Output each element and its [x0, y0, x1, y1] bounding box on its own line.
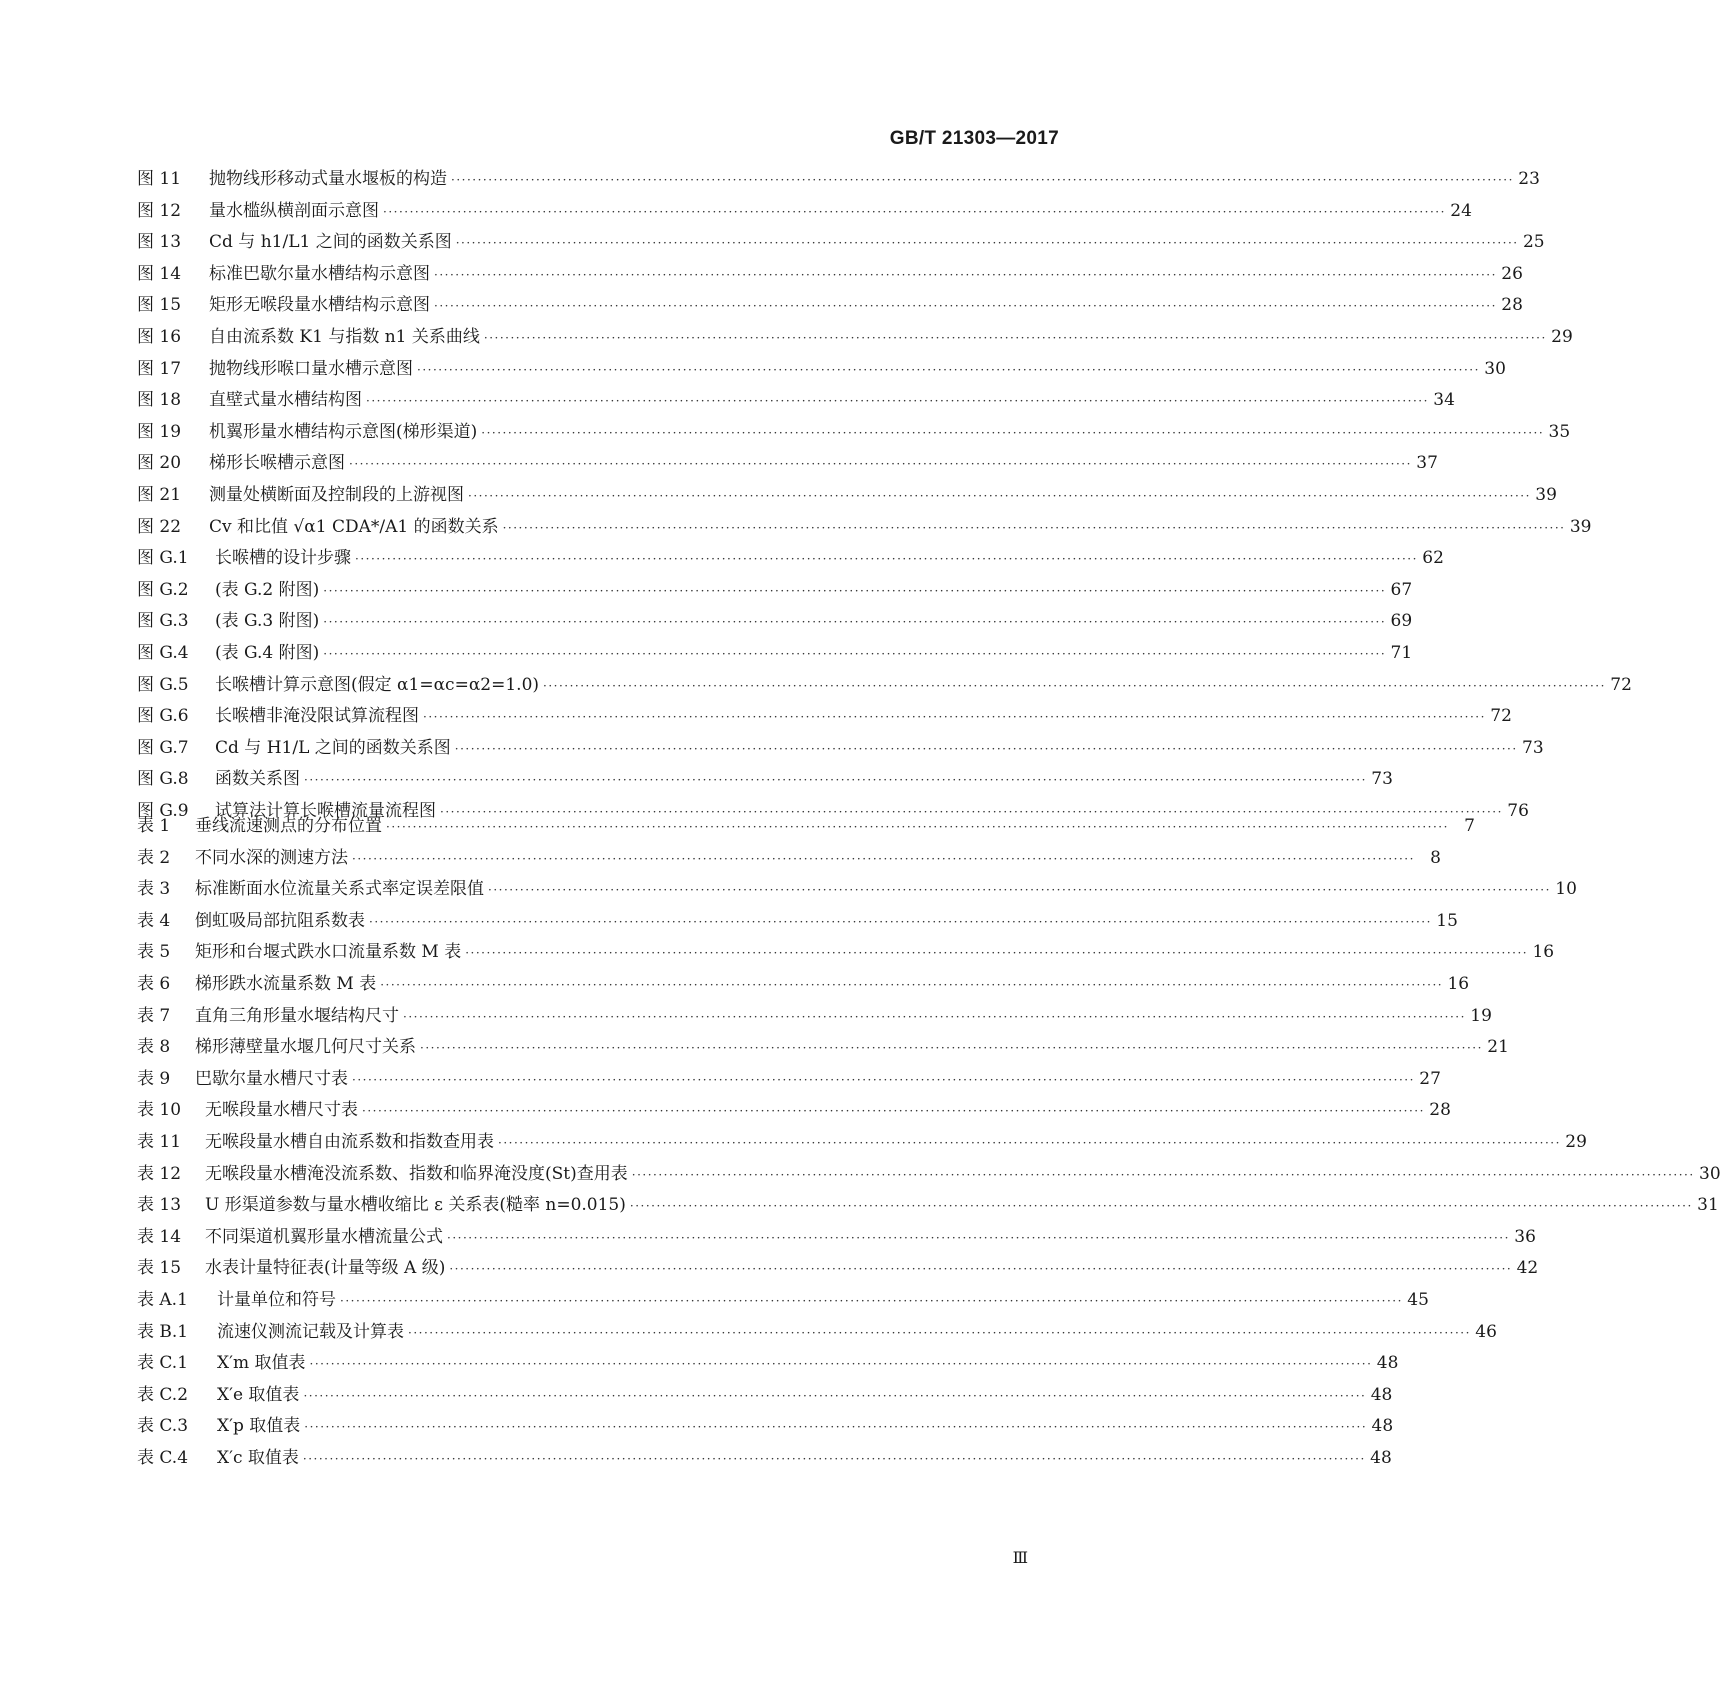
toc-entry-title: 梯形薄壁量水堰几何尺寸关系: [195, 1037, 416, 1058]
toc-entry-code: 表 13: [137, 1195, 182, 1216]
toc-entry-title: 自由流系数 K1 与指数 n1 关系曲线: [209, 326, 480, 347]
toc-entry-code: 图 19: [137, 421, 182, 442]
toc-entry[interactable]: [137, 259, 1523, 291]
toc-entry-code: 图 G.1: [137, 548, 189, 569]
toc-entry-page: 48: [1371, 1416, 1394, 1437]
toc-entry-title: 量水槛纵横剖面示意图: [209, 200, 379, 221]
toc-entry-title: 标准巴歇尔量水槽结构示意图: [209, 263, 430, 284]
toc-entry-title: 长喉槽非淹没限试算流程图: [215, 706, 419, 727]
toc-entry-code: 表 1: [137, 816, 171, 836]
toc-entry-title: X′e 取值表: [217, 1384, 300, 1405]
toc-entry-code: 表 2: [137, 847, 171, 868]
toc-entry[interactable]: [137, 1159, 1721, 1191]
toc-entry-title: 流速仪测流记载及计算表: [217, 1321, 404, 1342]
toc-entry-page: 24: [1450, 200, 1472, 221]
toc-entry-code: 图 20: [137, 453, 182, 474]
toc-entry[interactable]: [137, 164, 1540, 196]
toc-entry-code: 表 6: [137, 973, 171, 994]
toc-entry-title: 梯形长喉槽示意图: [209, 453, 345, 474]
toc-entry[interactable]: [137, 1222, 1536, 1254]
toc-entry[interactable]: [137, 1190, 1719, 1222]
toc-entry[interactable]: [137, 733, 1544, 765]
leader-dots: ········································································································································································································: [403, 1009, 1466, 1024]
toc-entry[interactable]: [137, 1032, 1509, 1064]
leader-dots: ········································································································································································································: [434, 267, 1497, 282]
toc-entry-title: (表 G.2 附图): [215, 579, 320, 600]
toc-entry[interactable]: [137, 1443, 1392, 1475]
toc-entry-page: 42: [1516, 1258, 1539, 1279]
page-number: Ⅲ: [1012, 1548, 1028, 1567]
toc-entry-code: 表 10: [137, 1100, 182, 1121]
leader-dots: ········································································································································································································: [369, 914, 1432, 929]
toc-entry-code: 表 7: [137, 1005, 171, 1026]
toc-entry[interactable]: [137, 196, 1472, 228]
toc-entry-code: 图 G.4: [137, 642, 189, 663]
toc-entry-code: 表 C.1: [137, 1353, 189, 1374]
toc-entry-title: 直角三角形量水堰结构尺寸: [195, 1005, 399, 1026]
leader-dots: ········································································································································································································: [366, 394, 1429, 409]
toc-entry-code: 图 12: [137, 200, 182, 221]
toc-entry-code: 表 C.2: [137, 1384, 189, 1405]
leader-dots: ········································································································································································································: [455, 236, 1519, 251]
toc-entry-title: X′c 取值表: [217, 1447, 299, 1468]
toc-entry-page: 28: [1429, 1100, 1451, 1121]
toc-entry[interactable]: [137, 1317, 1497, 1349]
toc-entry-title: Cd 与 H1/L 之间的函数关系图: [215, 737, 451, 758]
toc-entry-title: 无喉段量水槽淹没流系数、指数和临界淹没度(St)查用表: [205, 1163, 628, 1184]
leader-dots: ········································································································································································································: [498, 1135, 1561, 1150]
toc-entry-title: U 形渠道参数与量水槽收缩比 ε 关系表(糙率 n=0.015): [205, 1195, 626, 1216]
toc-entry-page: 15: [1436, 910, 1458, 931]
toc-entry-page: 37: [1416, 453, 1438, 474]
leader-dots: ········································································································································································································: [362, 1104, 1425, 1119]
toc-entry-page: 31: [1697, 1195, 1719, 1216]
toc-entry-page: 46: [1475, 1321, 1497, 1342]
toc-entry-page: 16: [1532, 942, 1555, 963]
toc-entry[interactable]: [137, 290, 1523, 322]
toc-entry-code: 表 A.1: [137, 1289, 188, 1310]
toc-entry-title: 长喉槽的设计步骤: [215, 548, 351, 569]
leader-dots: ········································································································································································································: [303, 1388, 1367, 1403]
leader-dots: ········································································································································································································: [465, 946, 1529, 961]
toc-entry[interactable]: [137, 227, 1545, 259]
toc-entry[interactable]: [137, 1348, 1399, 1380]
toc-entry[interactable]: [137, 448, 1438, 480]
toc-entry-page: 7: [1464, 816, 1475, 836]
toc-entry-code: 表 14: [137, 1226, 182, 1247]
toc-entry[interactable]: [137, 638, 1413, 670]
leader-dots: ········································································································································································································: [451, 173, 1514, 187]
toc-entry-title: Cd 与 h1/L1 之间的函数关系图: [209, 232, 452, 253]
leader-dots: ········································································································································································································: [380, 977, 1444, 992]
toc-entry-code: 图 22: [137, 516, 182, 537]
toc-entry[interactable]: [137, 385, 1455, 417]
leader-dots: ········································································································································································································: [483, 330, 1547, 345]
toc-entry-code: 图 16: [137, 326, 182, 347]
toc-entry-page: 29: [1551, 326, 1573, 347]
toc-entry-code: 图 G.3: [137, 611, 189, 632]
toc-entry-code: 表 B.1: [137, 1321, 189, 1342]
toc-entry-page: 8: [1430, 847, 1441, 868]
toc-entry-page: 72: [1610, 674, 1632, 695]
toc-entry-title: 测量处横断面及控制段的上游视图: [209, 484, 464, 505]
toc-entry-title: 抛物线形移动式量水堰板的构造: [209, 169, 447, 189]
leader-dots: ········································································································································································································: [417, 362, 1480, 377]
leader-dots: ········································································································································································································: [352, 851, 1415, 866]
toc-entry[interactable]: [137, 1411, 1394, 1443]
toc-entry-title: 水表计量特征表(计量等级 A 级): [205, 1258, 446, 1279]
toc-entry[interactable]: [137, 764, 1393, 796]
toc-entry-title: 矩形无喉段量水槽结构示意图: [209, 295, 430, 316]
toc-entry-page: 21: [1487, 1037, 1509, 1058]
toc-entry-title: 矩形和台堰式跌水口流量系数 M 表: [195, 942, 462, 963]
leader-dots: ········································································································································································································: [352, 1072, 1415, 1087]
toc-entry[interactable]: [137, 575, 1413, 607]
toc-entry[interactable]: [137, 1095, 1451, 1127]
figure-list: [137, 164, 1632, 827]
toc-entry-page: 30: [1699, 1163, 1721, 1184]
toc-entry-page: 45: [1407, 1289, 1429, 1310]
toc-entry-code: 图 13: [137, 232, 182, 253]
toc-entry-title: 梯形跌水流量系数 M 表: [195, 973, 377, 994]
table-list: [137, 811, 1721, 1474]
leader-dots: ········································································································································································································: [420, 1041, 1483, 1056]
toc-entry-code: 图 G.8: [137, 769, 189, 790]
toc-entry[interactable]: [137, 1127, 1587, 1159]
leader-dots: ········································································································································································································: [631, 1167, 1695, 1182]
toc-entry-code: 表 5: [137, 942, 171, 963]
leader-dots: ········································································································································································································: [449, 1262, 1513, 1277]
toc-entry[interactable]: [137, 543, 1444, 575]
toc-entry-page: 76: [1507, 800, 1529, 821]
toc-entry-title: X′m 取值表: [217, 1353, 306, 1374]
leader-dots: ········································································································································································································: [355, 552, 1418, 567]
toc-entry-code: 表 12: [137, 1163, 182, 1184]
toc-entry-title: (表 G.4 附图): [215, 642, 320, 663]
toc-entry-code: 图 11: [137, 169, 182, 189]
toc-entry-title: (表 G.3 附图): [215, 611, 320, 632]
toc-entry-title: 巴歇尔量水槽尺寸表: [195, 1068, 348, 1089]
toc-entry-page: 73: [1522, 737, 1544, 758]
toc-entry-title: 函数关系图: [215, 769, 300, 790]
toc-entry-code: 图 G.6: [137, 706, 189, 727]
leader-dots: ········································································································································································································: [323, 615, 1387, 630]
leader-dots: ········································································································································································································: [629, 1199, 1693, 1214]
toc-entry-code: 图 G.7: [137, 737, 189, 758]
toc-entry-page: 27: [1419, 1068, 1441, 1089]
toc-entry-code: 表 11: [137, 1131, 182, 1152]
toc-entry[interactable]: [137, 512, 1592, 544]
toc-entry-code: 表 4: [137, 910, 171, 931]
toc-entry-code: 图 21: [137, 484, 182, 505]
toc-entry[interactable]: [137, 670, 1632, 702]
toc-entry-page: 71: [1390, 642, 1413, 663]
toc-entry-title: 垂线流速测点的分布位置: [195, 816, 382, 836]
toc-entry[interactable]: [137, 1001, 1492, 1033]
leader-dots: ········································································································································································································: [502, 520, 1566, 535]
toc-entry-code: 表 C.3: [137, 1416, 189, 1437]
leader-dots: ········································································································································································································: [488, 883, 1551, 898]
toc-entry[interactable]: [137, 606, 1413, 638]
leader-dots: ········································································································································································································: [323, 646, 1387, 661]
toc-entry-title: 长喉槽计算示意图(假定 α1=αc=α2=1.0): [215, 674, 540, 695]
toc-entry-page: 23: [1518, 169, 1540, 189]
toc-entry-page: 48: [1376, 1353, 1399, 1374]
toc-entry-page: 19: [1470, 1005, 1492, 1026]
leader-dots: ········································································································································································································: [440, 804, 1503, 819]
toc-entry-code: 图 G.9: [137, 800, 189, 821]
leader-dots: ········································································································································································································: [434, 299, 1497, 314]
leader-dots: ········································································································································································································: [304, 773, 1367, 788]
toc-entry-page: 29: [1565, 1131, 1587, 1152]
toc-entry-code: 表 8: [137, 1037, 171, 1058]
toc-entry[interactable]: [137, 843, 1441, 875]
leader-dots: ········································································································································································································: [423, 710, 1486, 725]
toc-entry-title: 直壁式量水槽结构图: [209, 390, 362, 411]
toc-entry-code: 图 G.2: [137, 579, 189, 600]
leader-dots: ········································································································································································································: [408, 1325, 1471, 1340]
toc-entry[interactable]: [137, 969, 1470, 1001]
leader-dots: ········································································································································································································: [468, 488, 1531, 503]
toc-entry[interactable]: [137, 1064, 1441, 1096]
leader-dots: ········································································································································································································: [386, 820, 1449, 834]
toc-entry-title: 试算法计算长喉槽流量流程图: [215, 800, 436, 821]
leader-dots: ········································································································································································································: [340, 1293, 1403, 1308]
toc-entry-title: 不同渠道机翼形量水槽流量公式: [205, 1226, 443, 1247]
toc-entry-title: 计量单位和符号: [217, 1289, 336, 1310]
toc-entry-page: 30: [1484, 358, 1506, 379]
toc-entry-code: 图 14: [137, 263, 182, 284]
toc-entry[interactable]: [137, 417, 1571, 449]
leader-dots: ········································································································································································································: [349, 457, 1412, 472]
toc-entry[interactable]: [137, 322, 1573, 354]
leader-dots: ········································································································································································································: [543, 678, 1606, 693]
toc-entry-page: 48: [1370, 1447, 1392, 1468]
toc-entry-page: 35: [1548, 421, 1571, 442]
toc-entry-page: 28: [1501, 295, 1523, 316]
toc-entry-code: 表 3: [137, 879, 171, 900]
toc-entry-page: 73: [1371, 769, 1393, 790]
toc-entry-title: 倒虹吸局部抗阻系数表: [195, 910, 365, 931]
toc-entry[interactable]: [137, 874, 1577, 906]
toc-entry-page: 39: [1569, 516, 1592, 537]
toc-entry-code: 表 C.4: [137, 1447, 189, 1468]
toc-entry-code: 图 18: [137, 390, 182, 411]
toc-entry[interactable]: [137, 811, 1475, 843]
toc-entry-title: 机翼形量水槽结构示意图(梯形渠道): [209, 421, 478, 442]
toc-entry-code: 表 9: [137, 1068, 171, 1089]
toc-entry-page: 26: [1501, 263, 1523, 284]
toc-entry-title: 标准断面水位流量关系式率定误差限值: [195, 879, 484, 900]
leader-dots: ········································································································································································································: [309, 1357, 1373, 1372]
toc-entry-page: 16: [1447, 973, 1470, 994]
toc-entry-page: 67: [1390, 579, 1413, 600]
toc-entry-page: 69: [1390, 611, 1413, 632]
toc-entry[interactable]: [137, 1285, 1429, 1317]
toc-entry-code: 图 17: [137, 358, 182, 379]
toc-entry-title: Cv 和比值 √α1 CDA*/A1 的函数关系: [209, 516, 499, 537]
toc-entry-code: 表 15: [137, 1258, 182, 1279]
toc-entry-title: X′p 取值表: [217, 1416, 301, 1437]
toc-entry-page: 34: [1433, 390, 1455, 411]
toc-entry[interactable]: [137, 480, 1557, 512]
toc-entry-page: 25: [1522, 232, 1545, 253]
toc-entry-title: 抛物线形喉口量水槽示意图: [209, 358, 413, 379]
toc-entry[interactable]: [137, 1380, 1393, 1412]
leader-dots: ········································································································································································································: [323, 583, 1387, 598]
toc-entry[interactable]: [137, 354, 1506, 386]
standard-number: GB/T 21303—2017: [889, 128, 1059, 149]
toc-entry-page: 72: [1490, 706, 1512, 727]
toc-entry-code: 图 15: [137, 295, 182, 316]
leader-dots: ········································································································································································································: [302, 1451, 1366, 1466]
toc-entry-title: 无喉段量水槽尺寸表: [205, 1100, 358, 1121]
leader-dots: ········································································································································································································: [383, 204, 1446, 219]
toc-entry[interactable]: [137, 906, 1458, 938]
leader-dots: ········································································································································································································: [447, 1230, 1510, 1245]
toc-entry-code: 图 G.5: [137, 674, 189, 695]
toc-entry-title: 无喉段量水槽自由流系数和指数查用表: [205, 1131, 494, 1152]
leader-dots: ········································································································································································································: [454, 741, 1518, 756]
toc-entry-page: 39: [1535, 484, 1557, 505]
toc-entry-page: 36: [1514, 1226, 1536, 1247]
toc-entry-page: 48: [1370, 1384, 1393, 1405]
toc-entry-title: 不同水深的测速方法: [195, 847, 348, 868]
toc-entry[interactable]: [137, 937, 1555, 969]
leader-dots: ········································································································································································································: [481, 425, 1545, 440]
toc-entry-page: 62: [1422, 548, 1444, 569]
toc-entry[interactable]: [137, 1253, 1539, 1285]
leader-dots: ········································································································································································································: [304, 1420, 1368, 1435]
toc-entry-page: 10: [1555, 879, 1577, 900]
toc-entry[interactable]: [137, 701, 1512, 733]
